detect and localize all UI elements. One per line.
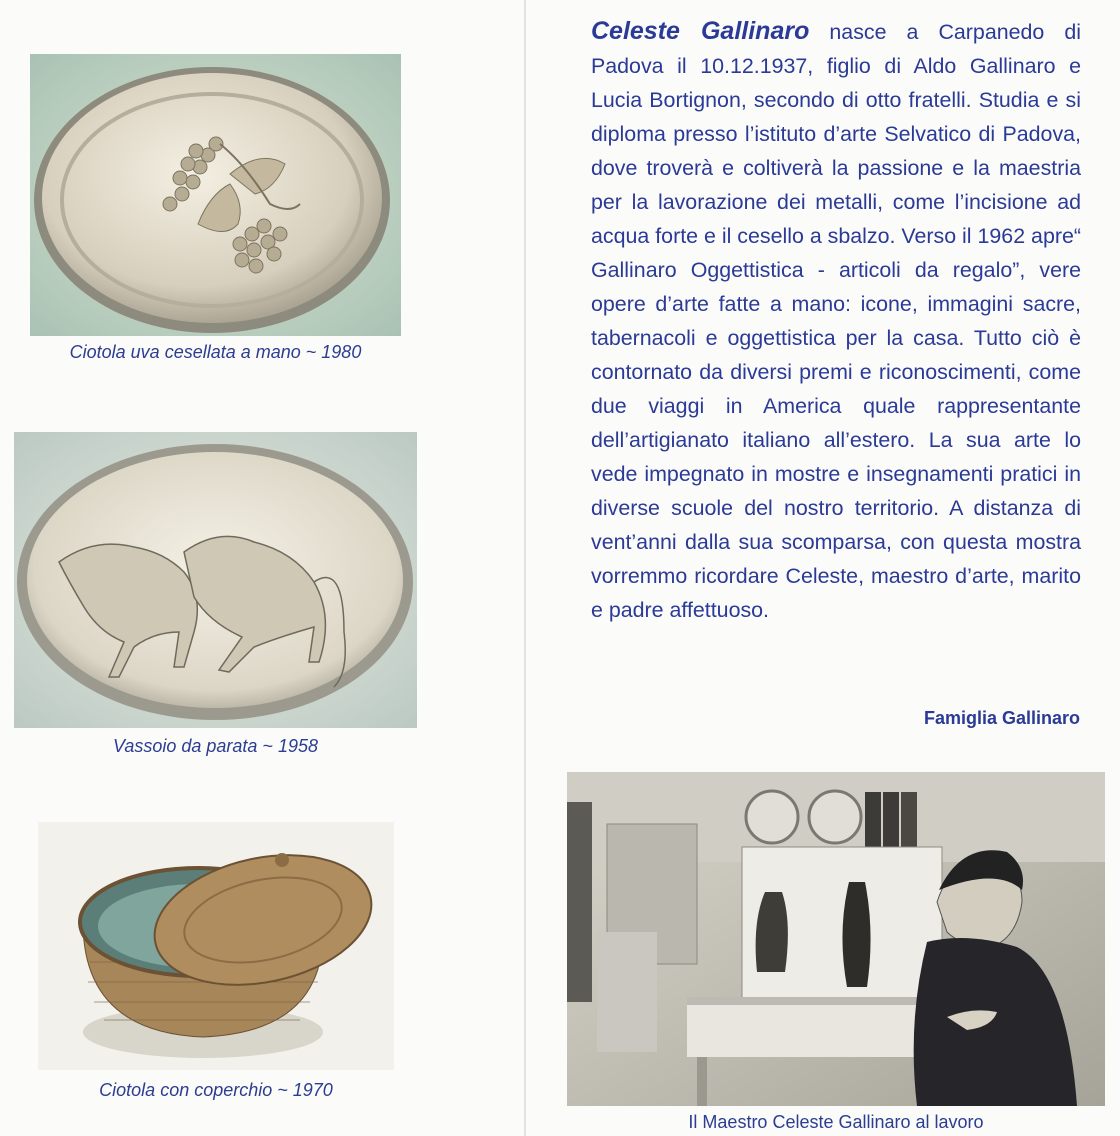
grape-bowl-photo [30, 54, 401, 336]
page-fold [524, 0, 526, 1136]
maestro-photo [567, 772, 1105, 1106]
lidded-bowl-caption: Ciotola con coperchio ~ 1970 [99, 1080, 333, 1100]
lidded-bowl-photo [38, 822, 394, 1070]
parade-tray-caption: Vassoio da parata ~ 1958 [113, 736, 318, 756]
maestro-photo-caption: Il Maestro Celeste Gallinaro al lavoro [688, 1112, 984, 1132]
grape-bowl-caption: Ciotola uva cesellata a mano ~ 1980 [69, 342, 362, 362]
bio-name: Celeste Gallinaro [591, 17, 810, 45]
bio-text: nasce a Carpanedo di Padova il 10.12.1937, figlio di Aldo Gallinaro e Lucia Bortignon, secondo di otto fratelli. Studia e si diploma presso l’istituto d’arte Selvatico di Padova, dove troverà e coltiverà la passione e la maestria per la lavorazione dei metalli, come l’incisione ad acqua forte e il cesello a sbalzo. Verso il 1962 apre“ Gallinaro Oggettistica - articoli da regalo”, vere opere d’arte fatte a mano: icone, immagini sacre, tabernacoli e oggettistica per la casa. Tutto ciò è contornato da diversi premi e riconoscimenti, come due viaggi in America quale rappresentante dell’artigianato italiano all’estero. La sua arte lo vede impegnato in mostre e insegnamenti pratici in diverse scuole del nostro territorio. A distanza di vent’anni dalla sua scomparsa, con questa mostra vorremmo ricordare Celeste, maestro d’arte, marito e padre affettuoso. [591, 20, 1082, 622]
biography-paragraph [591, 14, 1081, 627]
parade-tray-photo [14, 432, 417, 728]
signature: Famiglia Gallinaro [923, 708, 1080, 728]
